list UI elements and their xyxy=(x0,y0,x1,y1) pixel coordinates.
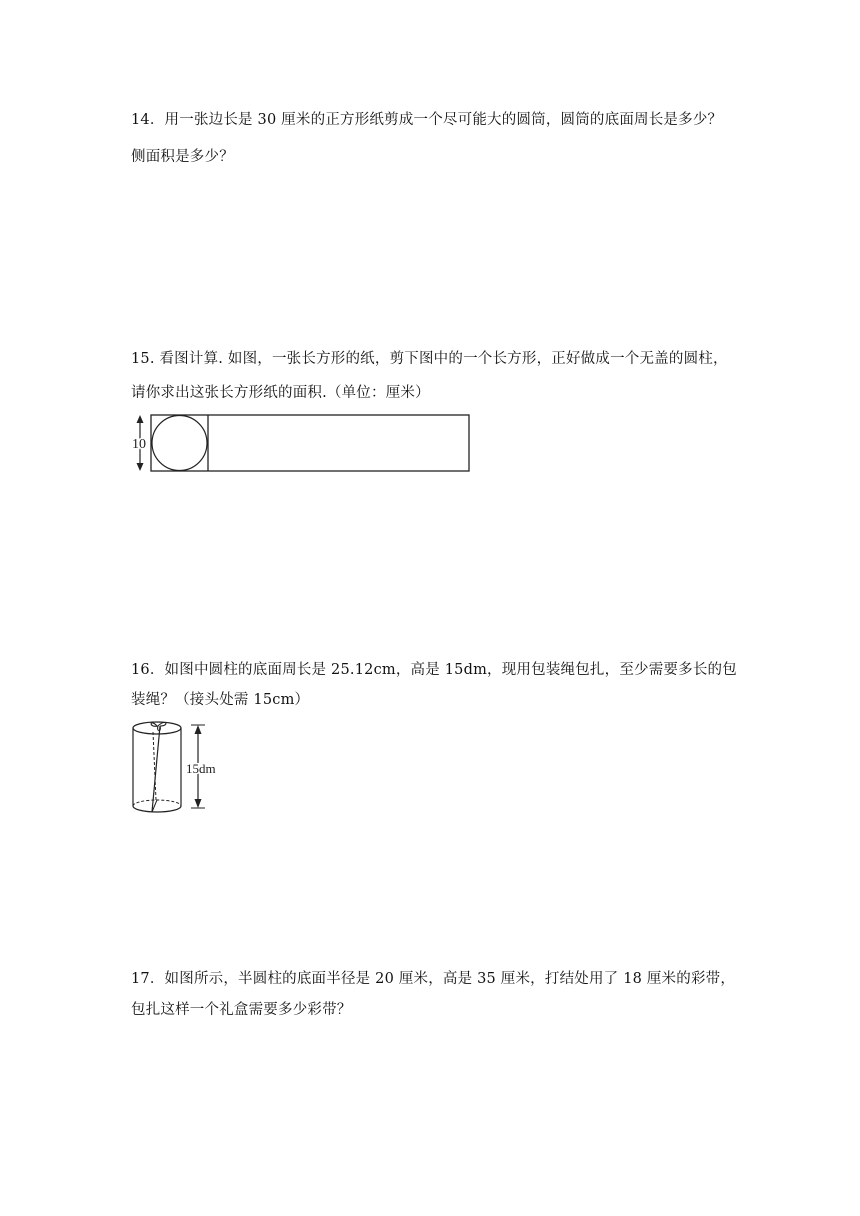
arrow-down-icon xyxy=(195,799,202,808)
cylinder-bottom-front xyxy=(133,806,181,812)
height-label: 10 xyxy=(132,437,146,452)
cylinder-top xyxy=(133,722,181,734)
height-label: 15dm xyxy=(186,761,216,776)
cylinder-figure xyxy=(128,714,228,828)
arrow-up-icon xyxy=(195,725,202,734)
arrow-up-icon xyxy=(137,415,144,423)
question-15-line-2: 请你求出这张长方形纸的面积.（单位：厘米） xyxy=(131,385,430,401)
question-15-line-1: 15. 看图计算. 如图，一张长方形的纸，剪下图中的一个长方形，正好做成一个无盖的圆柱， xyxy=(131,351,728,367)
question-16-line-1: 16．如图中圆柱的底面周长是 25.12cm，高是 15dm，现用包装绳包扎，至少需要多长的包 xyxy=(131,662,737,678)
base-circle xyxy=(152,416,207,471)
arrow-down-icon xyxy=(137,463,144,471)
rectangle-paper-figure xyxy=(128,410,478,482)
question-16-line-2: 装绳？（接头处需 15cm） xyxy=(131,692,310,708)
question-14-line-1: 14．用一张边长是 30 厘米的正方形纸剪成一个尽可能大的圆筒，圆筒的底面周长是多少？ xyxy=(131,112,723,128)
question-17-line-1: 17．如图所示，半圆柱的底面半径是 20 厘米，高是 35 厘米，打结处用了 18 厘米的彩带， xyxy=(131,971,736,987)
question-14-line-2: 侧面积是多少？ xyxy=(131,149,234,165)
question-17-line-2: 包扎这样一个礼盒需要多少彩带？ xyxy=(131,1002,352,1018)
knot-icon xyxy=(151,722,166,730)
